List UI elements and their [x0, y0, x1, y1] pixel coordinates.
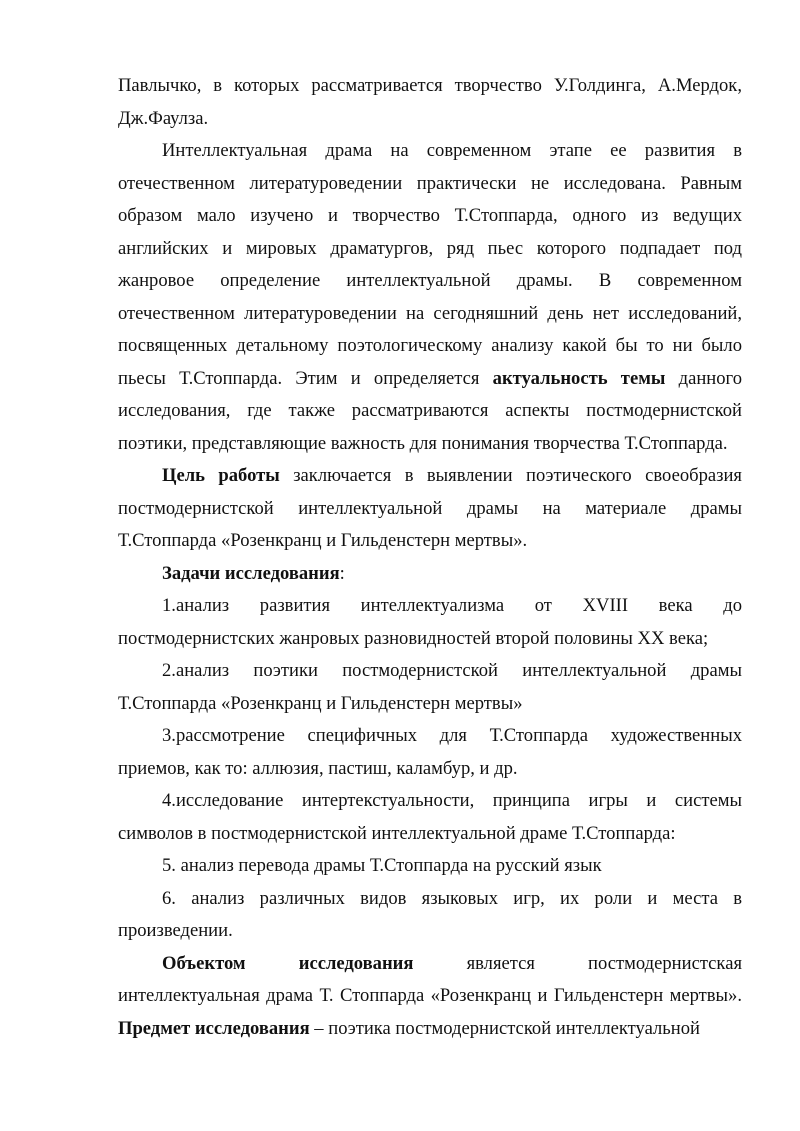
paragraph-relevance	[118, 135, 742, 460]
paragraph-tasks-heading	[118, 558, 742, 591]
task-item-1-text: 1.анализ развития интеллектуализма от XVIII века до постмодернистских жанровых разновидностей второй половины XX века;	[118, 595, 742, 649]
goal-term: Цель работы	[162, 465, 280, 486]
paragraph-intro-text: Павлычко, в которых рассматривается творчество У.Голдинга, А.Мердок, Дж.Фаулза.	[118, 75, 742, 129]
task-item-3-text: 3.рассмотрение специфичных для Т.Стоппарда художественных приемов, как то: аллюзия, пастиш, каламбур, и др.	[118, 725, 742, 779]
task-item-4-text: 4.исследование интертекстуальности, принципа игры и системы символов в постмодернистской интеллектуальной драме Т.Стоппарда:	[118, 790, 742, 844]
paragraph-subject-text: – поэтика постмодернистской интеллектуальной	[314, 1017, 700, 1039]
paragraph-relevance-end: данного исследования, где также рассматриваются аспекты постмодернистской поэтики, представляющие важность для понимания творчества Т.Стоппарда.	[118, 367, 742, 454]
relevance-term: актуальность темы	[492, 367, 666, 389]
object-term: Объектом исследования	[162, 952, 414, 974]
paragraph-goal-text: заключается в выявлении поэтического своеобразия постмодернистской интеллектуальной драмы на материале драмы Т.Стоппарда «Розенкранц и Гильденстерн мертвы».	[118, 465, 742, 551]
task-item-4	[118, 785, 742, 850]
task-item-5	[118, 850, 742, 883]
task-item-3	[118, 720, 742, 785]
paragraph-relevance-text: Интеллектуальная драма на современном этапе ее развития в отечественном литературоведении практически не исследована. Равным образом мало изучено и творчество Т.Стоппарда, одного из ведущих английских и мировых драматургов, ряд пьес которого подпадает под жанровое определение интеллектуальной драмы. В современном отечественном литературоведении на сегодняшний день нет исследований, посвященных детальному поэтологическому анализу какой бы то ни было пьесы Т.Стоппарда. Этим и определяется	[118, 140, 742, 389]
task-item-6-text: 6. анализ различных видов языковых игр, их роли и места в произведении.	[118, 887, 742, 941]
task-item-5-text: 5. анализ перевода драмы Т.Стоппарда на русский язык	[162, 855, 602, 876]
task-item-1	[118, 590, 742, 655]
task-item-6	[118, 883, 742, 948]
paragraph-object-text: является постмодернистская интеллектуальная драма Т. Стоппарда «Розенкранц и Гильденстерн мертвы».	[118, 952, 742, 1006]
paragraph-intro	[118, 70, 742, 135]
paragraph-object	[118, 948, 742, 1046]
tasks-colon: :	[339, 562, 345, 584]
tasks-term: Задачи исследования	[162, 562, 340, 584]
subject-term: Предмет исследования	[118, 1017, 310, 1039]
paragraph-goal	[118, 460, 742, 558]
document-page	[118, 70, 742, 1045]
task-item-2	[118, 655, 742, 720]
task-item-2-text: 2.анализ поэтики постмодернистской интеллектуальной драмы Т.Стоппарда «Розенкранц и Гильденстерн мертвы»	[118, 660, 742, 714]
